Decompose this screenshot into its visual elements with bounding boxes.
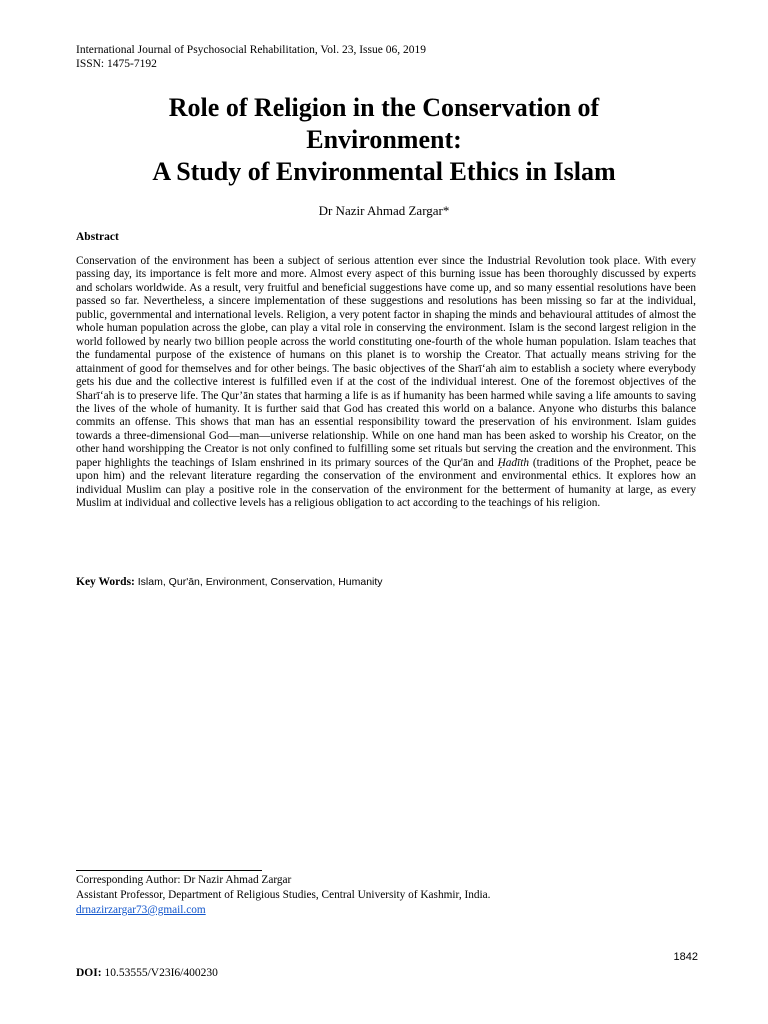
- abstract-text-part-2: (traditions of the Prophet, peace be upon him) and the relevant literature regarding the conservation of the environment and environmental ethics. It explores how an individual Muslim can play a positive role in the conservation of the environment for the betterment of humanity at large, as every Muslim at individual and collective levels has a religious obligation to act according to the teachings of his religion.: [76, 456, 696, 510]
- issn: ISSN: 1475-7192: [76, 58, 157, 70]
- keywords-values: Islam, Qur'ān, Environment, Conservation, Humanity: [137, 576, 383, 588]
- paper-title: [60, 92, 708, 188]
- title-line-2: Environment:: [306, 125, 462, 154]
- doi-value: 10.53555/V23I6/400230: [104, 967, 218, 979]
- footnote-divider: [76, 870, 262, 871]
- keywords: [76, 576, 383, 588]
- journal-header: [76, 43, 426, 71]
- title-line-3: A Study of Environmental Ethics in Islam: [152, 157, 616, 186]
- abstract-heading: Abstract: [76, 231, 119, 243]
- doi-label: DOI:: [76, 967, 102, 979]
- corresponding-author: Corresponding Author: Dr Nazir Ahmad Zargar: [76, 874, 292, 886]
- author-affiliation: Assistant Professor, Department of Religious Studies, Central University of Kashmir, India.: [76, 889, 491, 901]
- title-line-1: Role of Religion in the Conservation of: [168, 93, 600, 122]
- keywords-label: Key Words:: [76, 576, 135, 588]
- footnote: [76, 873, 491, 918]
- journal-citation: International Journal of Psychosocial Rehabilitation, Vol. 23, Issue 06, 2019: [76, 44, 426, 56]
- author-email-link[interactable]: drnazirzargar73@gmail.com: [76, 904, 206, 916]
- page-number: 1842: [673, 951, 698, 963]
- abstract-text-part-1: Conservation of the environment has been a subject of serious attention ever since the Industrial Revolution took place. With every passing day, its importance is felt more and more. Almost every aspect of this burning issue has been thoroughly discussed by experts and scholars worldwide. As a result, very fruitful and beneficial suggestions have come up, and so many essential resolutions have been passed so far. Nevertheless, a sincere implementation of these suggestions and resolutions has been missing so far at the individual, public, governmental and international levels. Religion, a very potent factor in shaping the minds and behavioural attitudes of almost the whole human population across the globe, can play a vital role in conserving the environment. Islam is the second largest religion in the world followed by nearly two billion people across the world constituting one-fourth of the whole human population. Islam teaches that the fundamental purpose of the existence of humans on this planet is to worship the Creator. That actually means striving for the attainment of good for themselves and for other beings. The basic objectives of the Sharī‘ah aim to establish a society where everybody gets his due and the collective interest is fulfilled even if at the cost of the individual interest. One of the foremost objectives of the Sharī‘ah is to preserve life. The Qur’ān states that harming a life is as if humanity has been harmed while saving a life amounts to saving the lives of the whole of humanity. It is further said that God has created this world on a balance. Anyone who disturbs this balance commits an offense. This shows that man has an essential responsibility toward the preservation of his environment. Islam guides towards a three-dimensional God—man—universe relationship. While on one hand man has been asked to worship his Creator, on the other hand worshipping the Creator is not only confined to fulfilling some set rituals but serving the creation and the environment. This paper highlights the teachings of Islam enshrined in its primary sources of the Qur'ān and: [76, 255, 696, 469]
- author-name: Dr Nazir Ahmad Zargar*: [318, 203, 450, 218]
- abstract-body: [76, 255, 696, 511]
- doi: [76, 967, 218, 979]
- abstract-italic-term: Ḥadīth: [497, 456, 529, 469]
